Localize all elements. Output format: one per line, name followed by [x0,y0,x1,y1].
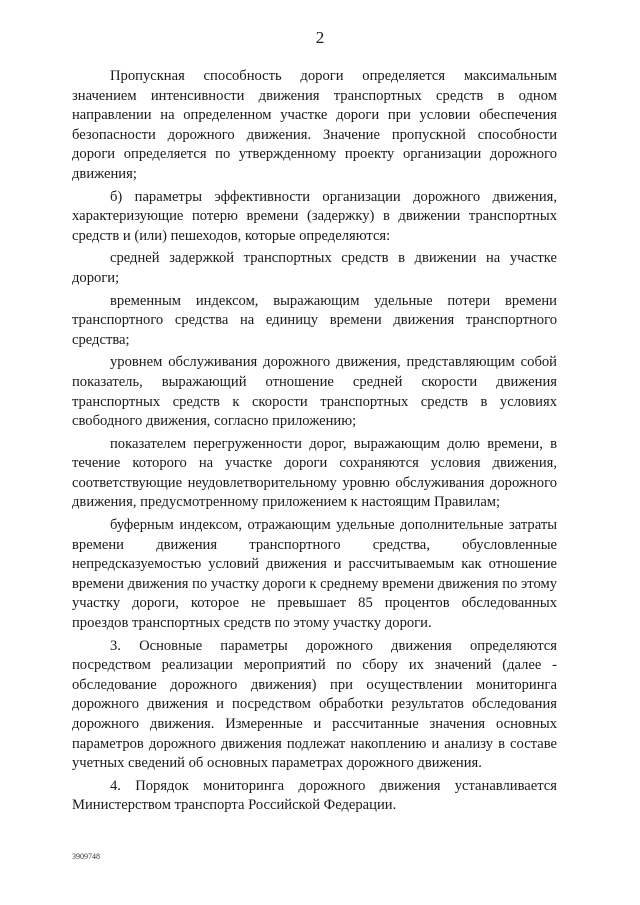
page-number: 2 [315,28,325,47]
paragraph-congestion-indicator: показателем перегруженности дорог, выражающим долю времени, в течение которого на участке дороги сохраняются условия движения, соответствующие неудовлетворительному уровню обслуживания дорожного движения, предусмотренному приложением к настоящим Правилам; [72,435,557,511]
document-code: 3909748 [72,852,100,861]
document-body [72,67,557,816]
paragraph-item-4-monitoring-procedure: 4. Порядок мониторинга дорожного движения устанавливается Министерством транспорта Российской Федерации. [72,777,557,814]
paragraph-time-index: временным индексом, выражающим удельные потери времени транспортного средства на единицу времени движения транспортного средства; [72,292,557,348]
paragraph-efficiency-parameters: б) параметры эффективности организации дорожного движения, характеризующие потерю времени (задержку) в движении транспортных средств и (или) пешеходов, которые определяются: [72,188,557,244]
paragraph-buffer-index: буферным индексом, отражающим удельные дополнительные затраты времени движения транспортного средства, обусловленные непредсказуемостью условий движения и рассчитываемым как отношение времени движения по участку дороги к среднему времени движения по этому участку дороги, которое не превышает 85 процентов обследованных проездов транспортных средств по этому участку дороги. [72,517,557,632]
paragraph-average-delay: средней задержкой транспортных средств в движении на участке дороги; [72,250,557,286]
paragraph-capacity-definition: Пропускная способность дороги определяется максимальным значением интенсивности движения транспортных средств в одном направлении на определенном участке дороги при условии обеспечения безопасности дорожного движения. Значение пропускной способности дороги определяется по утвержденному проекту организации дорожного движения; [72,68,557,182]
paragraph-level-of-service: уровнем обслуживания дорожного движения, представляющим собой показатель, выражающий отношение средней скорости движения транспортных средств к скорости транспортных средств в условиях свободного движения, согласно приложению; [72,354,557,430]
paragraph-item-3-main-parameters: 3. Основные параметры дорожного движения определяются посредством реализации мероприятий по сбору их значений (далее - обследование дорожного движения) при осуществлении мониторинга дорожного движения и посредством обработки результатов обследования дорожного движения. Измеренные и рассчитанные значения основных параметров дорожного движения подлежат накоплению и анализу в составе учетных сведений об основных параметрах дорожного движения. [72,637,557,772]
